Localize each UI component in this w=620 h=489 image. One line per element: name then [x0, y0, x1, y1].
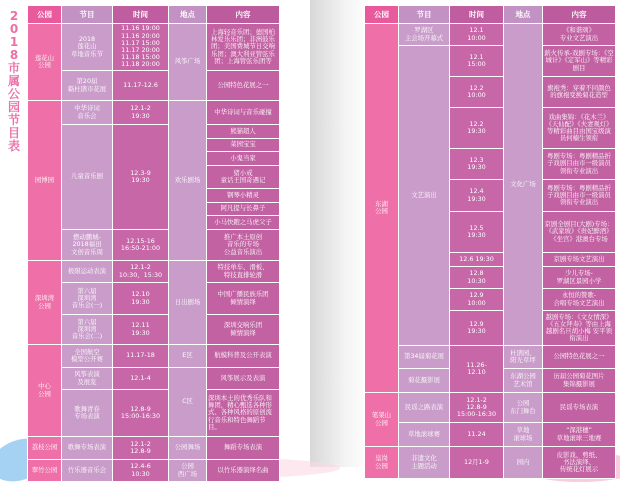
- place-cell: 公园 西广场: [169, 460, 206, 481]
- place-cell: E区: [169, 345, 206, 367]
- content-cell: 航模科普及公开表演: [207, 345, 279, 367]
- content-cell: 薪火传承-戏剧专场：《空城计》《定军山》等精彩剧目: [543, 46, 615, 76]
- content-cell: 菜园宝宝: [207, 139, 279, 151]
- content-cell: 中国广播民族乐团 倾情演绎: [207, 283, 279, 314]
- program-cell: 第六届 深圳湾 音乐会(二): [62, 315, 112, 344]
- park-cell: 深圳湾 公园: [28, 261, 61, 344]
- program-cell: 第20届 簕杜鹃市花展: [62, 71, 112, 100]
- table-row: [28, 125, 279, 138]
- time-cell: 12.1-4: [113, 368, 168, 389]
- table-row: [28, 101, 279, 124]
- header-row: [28, 6, 279, 23]
- content-cell: 上海轻音乐团；德国柏林爱乐乐团；非洲鼓乐团；美国费城节日交响乐团；澳大利亚管弦乐团；上海管弦乐团等: [207, 24, 279, 70]
- place-cell: 欢乐剧场: [169, 101, 206, 260]
- program-cell: 竹乐器音乐会: [62, 460, 112, 481]
- time-cell: 12.15-16 16:50-21:00: [113, 230, 168, 260]
- time-cell: 12.3 19:30: [450, 149, 503, 179]
- content-cell: 《和谐颂》 专业文艺演出: [543, 24, 615, 45]
- schedule-table-left: [27, 5, 280, 482]
- header-park: 公园: [365, 6, 398, 23]
- time-cell: 11.24: [450, 423, 503, 446]
- header-content: 内容: [207, 6, 279, 23]
- park-cell: 中心 公园: [28, 345, 61, 436]
- header-time: 时间: [450, 6, 503, 23]
- program-cell: 歌舞青春 专场表演: [62, 390, 112, 436]
- content-cell: 民谣专场表演: [543, 393, 615, 422]
- header-row: [365, 6, 615, 23]
- time-cell: 12.1-2 12.8-9: [113, 437, 168, 459]
- table-row: [365, 24, 615, 45]
- content-cell: 中华诗词与音乐碰撞: [207, 101, 279, 124]
- schedule-table-right: [364, 5, 616, 479]
- table-row: [365, 393, 615, 422]
- time-cell: 12.2 10:00: [450, 77, 503, 107]
- park-cell: 莲花山 公园: [28, 24, 61, 100]
- time-cell: 12.8 10:30: [450, 267, 503, 288]
- content-cell: 以竹乐器演绎名曲: [207, 460, 279, 481]
- program-cell: 中华诗词 音乐会: [62, 101, 112, 124]
- program-cell: 燃动鹏城- 2018福田 文创音乐周: [62, 230, 112, 260]
- park-cell: 笔架山 公园: [365, 393, 398, 446]
- content-cell: 粤剧专场：粤剧精品折子戏剧目由市一级演员领衔专业演出: [543, 149, 615, 179]
- park-cell: 东湖 公园: [365, 24, 398, 392]
- place-cell: 草地 滚球场: [504, 423, 542, 446]
- time-cell: 12.9 10:00: [450, 289, 503, 310]
- content-cell: 历届公园菊花图片 集锦摄影展: [543, 369, 615, 392]
- place-cell: 公园舞场: [169, 437, 206, 459]
- place-cell: 园内: [504, 447, 542, 478]
- content-cell: 阿凡提与长鼻子: [207, 203, 279, 215]
- content-cell: 熊猫超人: [207, 125, 279, 138]
- table-row: [28, 315, 279, 344]
- place-cell: 风筝广场: [169, 24, 206, 100]
- time-cell: 12.1-2 12.8-9 15:00-16:30: [450, 393, 503, 422]
- content-cell: 少儿专场- 罗湖区景园小学: [543, 267, 615, 288]
- park-cell: 皇岗 公园: [365, 447, 398, 478]
- header-place: 地点: [504, 6, 542, 23]
- header-program: 节目: [62, 6, 112, 23]
- time-cell: 12.1-2 10:30、15:30: [113, 261, 168, 282]
- program-cell: 文艺演出: [399, 46, 449, 345]
- header-place: 地点: [169, 6, 206, 23]
- program-cell: 非遗文化 主题活动: [399, 447, 449, 478]
- table-row: [28, 437, 279, 459]
- page-title: 2018市属公园节目表: [7, 9, 20, 153]
- time-cell: 12.1 10:00: [450, 24, 503, 45]
- content-cell: 推广本土原创 音乐的专场 公益音乐演出: [207, 230, 279, 260]
- park-cell: 园博园: [28, 101, 61, 260]
- content-cell: 小马快跑之马虎父子: [207, 216, 279, 229]
- place-cell: 公园 东门舞台: [504, 393, 542, 422]
- program-cell: 罗湖区 主会场开幕式: [399, 24, 449, 45]
- table-row: [365, 46, 615, 76]
- header-park: 公园: [28, 6, 61, 23]
- content-cell: 风筝展示及表演: [207, 368, 279, 389]
- content-cell: 皮影戏、剪纸、 书法演绎、 传统花灯展示: [543, 447, 615, 478]
- table-row: [28, 345, 279, 367]
- content-cell: 特技单车、滑板、 特技直排轮滑: [207, 261, 279, 282]
- program-cell: 风筝表演 及展览: [62, 368, 112, 389]
- content-cell: 公园特色花展之一: [207, 71, 279, 100]
- program-cell: 第34届菊花展: [399, 346, 449, 368]
- header-time: 时间: [113, 6, 168, 23]
- time-cell: 12.11 19:30: [113, 315, 168, 344]
- content-cell: 钢琴小精灵: [207, 189, 279, 202]
- table-row: [28, 368, 279, 389]
- program-cell: 歌舞专场表演: [62, 437, 112, 459]
- place-cell: 杜鹃园、 阳光草坪: [504, 346, 542, 368]
- place-cell: 东湖公园 艺术馆: [504, 369, 542, 392]
- page-fold-shadow: [310, 0, 370, 467]
- table-row: [28, 71, 279, 100]
- content-cell: 京剧全剧目(大剧)专场：《武家坡》《贵妃醉酒》《坐宫》港澳台专场: [543, 212, 615, 252]
- time-cell: 12.4 19:30: [450, 180, 503, 211]
- content-cell: 深圳交响乐团 倾情演绎: [207, 315, 279, 344]
- table-row: [365, 447, 615, 478]
- program-cell: 儿童音乐剧: [62, 125, 112, 229]
- time-cell: 12.5 19:30: [450, 212, 503, 252]
- table-row: [28, 283, 279, 314]
- time-cell: 12.8-9 15:00-16:30: [113, 390, 168, 436]
- time-cell: 12月1-9: [450, 447, 503, 478]
- time-cell: 12.2 19:30: [450, 108, 503, 148]
- content-cell: 旗袍秀：穿着不同颜色的旗袍变换菊花造型: [543, 77, 615, 107]
- content-cell: 永恒的赞歌- 合唱专场文艺演出: [543, 289, 615, 310]
- time-cell: 12.1-2 19:30: [113, 101, 168, 124]
- program-cell: 极限运动表演: [62, 261, 112, 282]
- content-cell: “深港穗” 草地滚球三地赛: [543, 423, 615, 446]
- table-row: [28, 390, 279, 436]
- table-row: [365, 346, 615, 368]
- content-cell: 粤剧专场：粤剧精品折子戏剧目由市一级演员领衔专业演出: [543, 180, 615, 211]
- place-cell: 文化广场: [504, 24, 542, 345]
- table-row: [365, 423, 615, 446]
- place-cell: C区: [169, 368, 206, 436]
- place-cell: 日出剧场: [169, 261, 206, 344]
- table-row: [28, 24, 279, 70]
- header-program: 节目: [399, 6, 449, 23]
- time-cell: 12.10 19:30: [113, 283, 168, 314]
- header-content: 内容: [543, 6, 615, 23]
- time-cell: 12.6 19:30: [450, 253, 503, 266]
- program-cell: 2018 莲花山 草地音乐节: [62, 24, 112, 70]
- time-cell: 12.9 19:30: [450, 311, 503, 345]
- content-cell: 越剧专场：《文女情深》《五女拜寿》等由上海越剧名旦胡小梅 安平领衔演出: [543, 311, 615, 345]
- table-row: [28, 460, 279, 481]
- park-cell: 荔枝公园: [28, 437, 61, 459]
- time-cell: 12.1 15:00: [450, 46, 503, 76]
- content-cell: 深圳本土的优秀乐队和舞团，精心甄选各种形式、各种风格的原创流行音乐和特色舞蹈节目。: [207, 390, 279, 436]
- content-cell: 猪小戒 童话王国奇遇记: [207, 166, 279, 188]
- table-row: [28, 261, 279, 282]
- time-cell: 11.17-12.6: [113, 71, 168, 100]
- content-cell: 公园特色花展之一: [543, 346, 615, 368]
- program-cell: 菊花摄影展: [399, 369, 449, 392]
- time-cell: 12.3-9 19:30: [113, 125, 168, 229]
- time-cell: 11.16 19:00 11.16 20:00 11.17 15:00 11.17 20:00 11.18 15:00 11.18 20:00: [113, 24, 168, 70]
- time-cell: 11.17-18: [113, 345, 168, 367]
- content-cell: 小鬼当家: [207, 152, 279, 165]
- content-cell: 京剧专场文艺演出: [543, 253, 615, 266]
- program-cell: 民谣之路表演: [399, 393, 449, 422]
- time-cell: 11.26- 12.10: [450, 346, 503, 392]
- program-cell: 草地滚球赛: [399, 423, 449, 446]
- table-row: [28, 230, 279, 260]
- program-cell: 第六届 深圳湾 音乐会(一): [62, 283, 112, 314]
- content-cell: 舞蹈专场表演: [207, 437, 279, 459]
- content-cell: 戏曲集锦：《花木兰》《天仙配》《夫妻观灯》等精彩曲目由国宝级演员何楠生领衔: [543, 108, 615, 148]
- park-cell: 翠竹公园: [28, 460, 61, 481]
- time-cell: 12.4-6 10:30: [113, 460, 168, 481]
- program-cell: 全国航空 模型公开赛: [62, 345, 112, 367]
